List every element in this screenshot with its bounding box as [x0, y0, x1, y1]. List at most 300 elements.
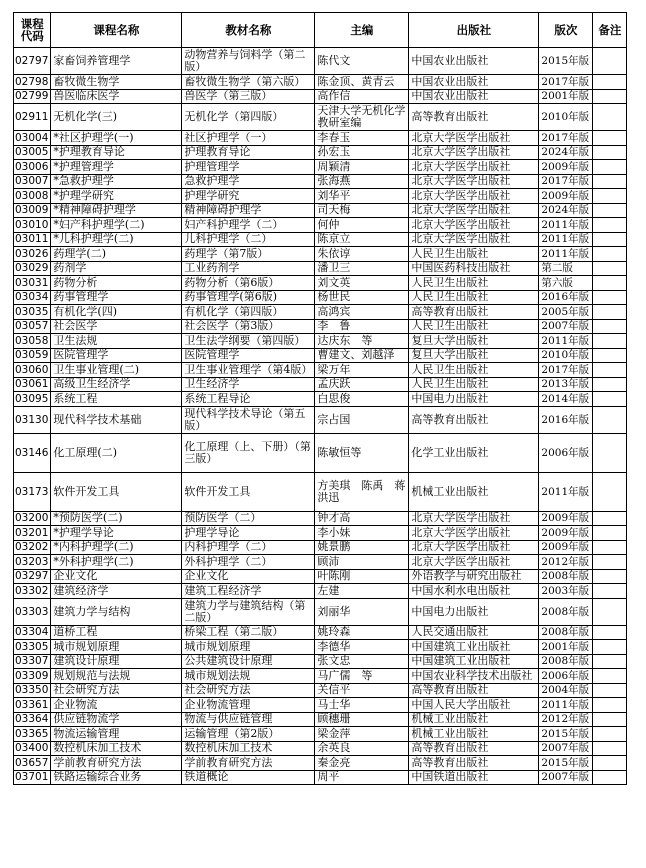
- cell-notes: [593, 540, 627, 555]
- cell-textbook: 药理学（第7版）: [182, 247, 315, 262]
- table-row: [14, 770, 627, 785]
- cell-publisher: 外语教学与研究出版社: [409, 569, 539, 584]
- cell-edition: 2009年版: [539, 189, 593, 204]
- cell-code: 03657: [14, 756, 51, 771]
- cell-editor: 天津大学无机化学教研室编: [315, 104, 409, 131]
- table-row: [14, 363, 627, 378]
- cell-course: 软件开发工具: [51, 472, 182, 511]
- cell-publisher: 北京大学医学出版社: [409, 174, 539, 189]
- cell-textbook: 预防医学（二）: [182, 511, 315, 526]
- cell-publisher: 人民卫生出版社: [409, 319, 539, 334]
- cell-editor: 梁万年: [315, 363, 409, 378]
- table-row: [14, 89, 627, 104]
- cell-code: 03060: [14, 363, 51, 378]
- cell-code: 03202: [14, 540, 51, 555]
- cell-notes: [593, 406, 627, 433]
- cell-notes: [593, 89, 627, 104]
- cell-textbook: 企业文化: [182, 569, 315, 584]
- cell-edition: 2012年版: [539, 555, 593, 570]
- cell-textbook: 精神障碍护理学: [182, 203, 315, 218]
- cell-code: 03364: [14, 712, 51, 727]
- cell-notes: [593, 261, 627, 276]
- table-row: [14, 640, 627, 655]
- header-edition: 版次: [539, 13, 593, 48]
- cell-course: 数控机床加工技术: [51, 741, 182, 756]
- cell-code: 03007: [14, 174, 51, 189]
- table-row: [14, 348, 627, 363]
- cell-publisher: 中国建筑工业出版社: [409, 640, 539, 655]
- cell-edition: 2015年版: [539, 756, 593, 771]
- cell-publisher: 机械工业出版社: [409, 727, 539, 742]
- cell-publisher: 中国电力出版社: [409, 598, 539, 625]
- cell-textbook: 畜牧微生物学（第六版）: [182, 75, 315, 90]
- cell-editor: 马广儒 等: [315, 669, 409, 684]
- cell-edition: 2009年版: [539, 511, 593, 526]
- cell-textbook: 药物分析（第6版）: [182, 276, 315, 291]
- cell-notes: [593, 625, 627, 640]
- cell-edition: 2010年版: [539, 104, 593, 131]
- cell-textbook: 工业药剂学: [182, 261, 315, 276]
- cell-course: *急救护理学: [51, 174, 182, 189]
- cell-edition: 2009年版: [539, 526, 593, 541]
- cell-code: 03095: [14, 392, 51, 407]
- cell-publisher: 中国医药科技出版社: [409, 261, 539, 276]
- cell-publisher: 复旦大学出版社: [409, 348, 539, 363]
- cell-course: *外科护理学(二): [51, 555, 182, 570]
- cell-code: 03057: [14, 319, 51, 334]
- table-row: [14, 189, 627, 204]
- cell-code: 03400: [14, 741, 51, 756]
- table-row: [14, 555, 627, 570]
- cell-textbook: 护理教育导论: [182, 145, 315, 160]
- cell-course: 铁路运输综合业务: [51, 770, 182, 785]
- cell-textbook: 儿科护理学（二）: [182, 232, 315, 247]
- cell-course: 学前教育研究方法: [51, 756, 182, 771]
- cell-course: 畜牧微生物学: [51, 75, 182, 90]
- cell-edition: 2008年版: [539, 625, 593, 640]
- cell-editor: 叶陈刚: [315, 569, 409, 584]
- cell-textbook: 城市规划原理: [182, 640, 315, 655]
- cell-editor: 何仲: [315, 218, 409, 233]
- cell-code: 03026: [14, 247, 51, 262]
- cell-code: 02911: [14, 104, 51, 131]
- header-publisher: 出版社: [409, 13, 539, 48]
- cell-course: 无机化学(三): [51, 104, 182, 131]
- cell-code: 03058: [14, 334, 51, 349]
- cell-edition: 2024年版: [539, 145, 593, 160]
- cell-edition: 2010年版: [539, 348, 593, 363]
- cell-publisher: 高等教育出版社: [409, 104, 539, 131]
- cell-code: 03029: [14, 261, 51, 276]
- cell-editor: 马士华: [315, 698, 409, 713]
- cell-editor: 刘文英: [315, 276, 409, 291]
- cell-edition: 2008年版: [539, 598, 593, 625]
- cell-course: *社区护理学(一): [51, 131, 182, 146]
- header-course: 课程名称: [51, 13, 182, 48]
- cell-edition: 2011年版: [539, 698, 593, 713]
- cell-code: 02798: [14, 75, 51, 90]
- cell-editor: 梁金萍: [315, 727, 409, 742]
- cell-edition: 2016年版: [539, 290, 593, 305]
- textbook-table: [13, 12, 627, 785]
- cell-edition: 2015年版: [539, 48, 593, 75]
- cell-course: *精神障碍护理学: [51, 203, 182, 218]
- cell-course: 高级卫生经济学: [51, 377, 182, 392]
- cell-editor: 余英良: [315, 741, 409, 756]
- cell-publisher: 人民卫生出版社: [409, 377, 539, 392]
- header-editor: 主编: [315, 13, 409, 48]
- cell-editor: 潘卫三: [315, 261, 409, 276]
- cell-editor: 陈敏恒等: [315, 433, 409, 472]
- cell-notes: [593, 290, 627, 305]
- cell-code: 03304: [14, 625, 51, 640]
- table-row: [14, 203, 627, 218]
- cell-course: *护理教育导论: [51, 145, 182, 160]
- cell-textbook: 社会研究方法: [182, 683, 315, 698]
- table-row: [14, 511, 627, 526]
- cell-publisher: 北京大学医学出版社: [409, 189, 539, 204]
- cell-editor: 姚玲森: [315, 625, 409, 640]
- cell-publisher: 高等教育出版社: [409, 683, 539, 698]
- cell-course: *护理学研究: [51, 189, 182, 204]
- cell-editor: 李 鲁: [315, 319, 409, 334]
- cell-editor: 顾穗珊: [315, 712, 409, 727]
- cell-textbook: 护理学导论: [182, 526, 315, 541]
- cell-edition: 2012年版: [539, 712, 593, 727]
- cell-textbook: 现代科学技术导论（第五版）: [182, 406, 315, 433]
- cell-textbook: 无机化学（第四版）: [182, 104, 315, 131]
- cell-course: 卫生法规: [51, 334, 182, 349]
- table-row: [14, 48, 627, 75]
- cell-edition: 2015年版: [539, 727, 593, 742]
- table-row: [14, 654, 627, 669]
- cell-course: 家畜饲养管理学: [51, 48, 182, 75]
- cell-publisher: 北京大学医学出版社: [409, 526, 539, 541]
- cell-textbook: 铁道概论: [182, 770, 315, 785]
- cell-edition: 2001年版: [539, 640, 593, 655]
- cell-course: 企业物流: [51, 698, 182, 713]
- cell-notes: [593, 377, 627, 392]
- cell-publisher: 高等教育出版社: [409, 756, 539, 771]
- cell-publisher: 化学工业出版社: [409, 433, 539, 472]
- table-row: [14, 584, 627, 599]
- table-row: [14, 75, 627, 90]
- header-row: [14, 13, 627, 48]
- cell-notes: [593, 189, 627, 204]
- cell-publisher: 机械工业出版社: [409, 712, 539, 727]
- cell-code: 03034: [14, 290, 51, 305]
- cell-code: 03031: [14, 276, 51, 291]
- cell-edition: 2014年版: [539, 392, 593, 407]
- cell-publisher: 中国水利水电出版社: [409, 584, 539, 599]
- header-textbook: 教材名称: [182, 13, 315, 48]
- cell-notes: [593, 75, 627, 90]
- cell-course: 卫生事业管理(二): [51, 363, 182, 378]
- cell-editor: 关信平: [315, 683, 409, 698]
- cell-code: 02799: [14, 89, 51, 104]
- cell-notes: [593, 392, 627, 407]
- cell-notes: [593, 232, 627, 247]
- cell-textbook: 有机化学（第四版）: [182, 305, 315, 320]
- cell-textbook: 社会医学（第3版）: [182, 319, 315, 334]
- cell-notes: [593, 598, 627, 625]
- cell-edition: 2003年版: [539, 584, 593, 599]
- cell-edition: 2009年版: [539, 540, 593, 555]
- table-row: [14, 104, 627, 131]
- cell-notes: [593, 305, 627, 320]
- cell-code: 03146: [14, 433, 51, 472]
- cell-textbook: 建筑力学与建筑结构（第二版）: [182, 598, 315, 625]
- cell-code: 03011: [14, 232, 51, 247]
- cell-textbook: 急救护理学: [182, 174, 315, 189]
- cell-edition: 2006年版: [539, 669, 593, 684]
- cell-edition: 2024年版: [539, 203, 593, 218]
- table-row: [14, 433, 627, 472]
- cell-code: 03361: [14, 698, 51, 713]
- cell-publisher: 北京大学医学出版社: [409, 160, 539, 175]
- table-row: [14, 472, 627, 511]
- cell-publisher: 高等教育出版社: [409, 741, 539, 756]
- cell-edition: 2017年版: [539, 75, 593, 90]
- cell-course: 药事管理学: [51, 290, 182, 305]
- cell-editor: 陈金顶、黄青云: [315, 75, 409, 90]
- cell-publisher: 中国建筑工业出版社: [409, 654, 539, 669]
- cell-editor: 张文忠: [315, 654, 409, 669]
- table-row: [14, 756, 627, 771]
- table-row: [14, 334, 627, 349]
- cell-edition: 2007年版: [539, 741, 593, 756]
- cell-code: 03203: [14, 555, 51, 570]
- cell-edition: 2008年版: [539, 654, 593, 669]
- table-row: [14, 160, 627, 175]
- cell-editor: 周平: [315, 770, 409, 785]
- cell-editor: 曹建文、刘越泽: [315, 348, 409, 363]
- table-row: [14, 232, 627, 247]
- cell-textbook: 卫生法学纲要（第四版）: [182, 334, 315, 349]
- table-row: [14, 406, 627, 433]
- cell-publisher: 北京大学医学出版社: [409, 145, 539, 160]
- cell-course: 城市规划原理: [51, 640, 182, 655]
- cell-course: *内科护理学(二): [51, 540, 182, 555]
- cell-edition: 第六版: [539, 276, 593, 291]
- cell-textbook: 公共建筑设计原理: [182, 654, 315, 669]
- cell-textbook: 数控机床加工技术: [182, 741, 315, 756]
- cell-publisher: 北京大学医学出版社: [409, 555, 539, 570]
- cell-textbook: 卫生经济学: [182, 377, 315, 392]
- table-row: [14, 698, 627, 713]
- cell-publisher: 北京大学医学出版社: [409, 203, 539, 218]
- cell-notes: [593, 669, 627, 684]
- cell-notes: [593, 511, 627, 526]
- cell-course: 药理学(二): [51, 247, 182, 262]
- cell-code: 03009: [14, 203, 51, 218]
- cell-course: 道桥工程: [51, 625, 182, 640]
- cell-edition: 2009年版: [539, 160, 593, 175]
- cell-notes: [593, 363, 627, 378]
- cell-code: 03130: [14, 406, 51, 433]
- cell-course: 社会研究方法: [51, 683, 182, 698]
- cell-code: 03173: [14, 472, 51, 511]
- cell-textbook: 药事管理学(第6版): [182, 290, 315, 305]
- cell-notes: [593, 683, 627, 698]
- cell-code: 03302: [14, 584, 51, 599]
- cell-textbook: 妇产科护理学（二）: [182, 218, 315, 233]
- cell-notes: [593, 727, 627, 742]
- cell-course: 药剂学: [51, 261, 182, 276]
- cell-publisher: 中国农业科学技术出版社: [409, 669, 539, 684]
- cell-editor: 司天梅: [315, 203, 409, 218]
- cell-edition: 2001年版: [539, 89, 593, 104]
- cell-code: 03305: [14, 640, 51, 655]
- cell-textbook: 系统工程导论: [182, 392, 315, 407]
- cell-notes: [593, 348, 627, 363]
- cell-edition: 2007年版: [539, 770, 593, 785]
- cell-course: 化工原理(二): [51, 433, 182, 472]
- cell-publisher: 人民交通出版社: [409, 625, 539, 640]
- cell-edition: 2007年版: [539, 319, 593, 334]
- cell-textbook: 运输管理（第2版）: [182, 727, 315, 742]
- cell-editor: 顾沛: [315, 555, 409, 570]
- cell-publisher: 人民卫生出版社: [409, 276, 539, 291]
- cell-code: 02797: [14, 48, 51, 75]
- cell-publisher: 中国铁道出版社: [409, 770, 539, 785]
- cell-course: *护理管理学: [51, 160, 182, 175]
- cell-publisher: 中国农业出版社: [409, 48, 539, 75]
- table-row: [14, 625, 627, 640]
- cell-textbook: 动物营养与饲料学（第二版）: [182, 48, 315, 75]
- cell-editor: 秦金亮: [315, 756, 409, 771]
- cell-notes: [593, 526, 627, 541]
- cell-edition: 2006年版: [539, 433, 593, 472]
- cell-notes: [593, 654, 627, 669]
- cell-textbook: 护理管理学: [182, 160, 315, 175]
- cell-publisher: 中国人民大学出版社: [409, 698, 539, 713]
- cell-notes: [593, 472, 627, 511]
- table-row: [14, 712, 627, 727]
- cell-code: 03307: [14, 654, 51, 669]
- table-row: [14, 174, 627, 189]
- cell-textbook: 化工原理（上、下册）（第三版）: [182, 433, 315, 472]
- cell-textbook: 外科护理学（二）: [182, 555, 315, 570]
- cell-editor: 左建: [315, 584, 409, 599]
- table-row: [14, 598, 627, 625]
- cell-code: 03035: [14, 305, 51, 320]
- table-row: [14, 145, 627, 160]
- cell-code: 03005: [14, 145, 51, 160]
- cell-course: *护理学导论: [51, 526, 182, 541]
- cell-edition: 2011年版: [539, 218, 593, 233]
- table-row: [14, 392, 627, 407]
- cell-editor: 高鸿宾: [315, 305, 409, 320]
- cell-edition: 2011年版: [539, 334, 593, 349]
- cell-code: 03365: [14, 727, 51, 742]
- table-row: [14, 305, 627, 320]
- cell-edition: 第二版: [539, 261, 593, 276]
- cell-editor: 刘丽华: [315, 598, 409, 625]
- table-row: [14, 261, 627, 276]
- cell-edition: 2011年版: [539, 247, 593, 262]
- cell-publisher: 北京大学医学出版社: [409, 218, 539, 233]
- cell-course: 建筑经济学: [51, 584, 182, 599]
- cell-code: 03200: [14, 511, 51, 526]
- cell-code: 03303: [14, 598, 51, 625]
- cell-textbook: 城市规划法规: [182, 669, 315, 684]
- cell-edition: 2017年版: [539, 363, 593, 378]
- cell-textbook: 社区护理学（一）: [182, 131, 315, 146]
- cell-notes: [593, 698, 627, 713]
- cell-editor: 李德华: [315, 640, 409, 655]
- table-row: [14, 540, 627, 555]
- cell-course: 企业文化: [51, 569, 182, 584]
- cell-editor: 刘华平: [315, 189, 409, 204]
- cell-notes: [593, 131, 627, 146]
- cell-notes: [593, 160, 627, 175]
- cell-code: 03297: [14, 569, 51, 584]
- cell-notes: [593, 48, 627, 75]
- cell-course: 建筑力学与结构: [51, 598, 182, 625]
- cell-publisher: 北京大学医学出版社: [409, 131, 539, 146]
- table-row: [14, 683, 627, 698]
- cell-editor: 朱依谆: [315, 247, 409, 262]
- cell-editor: 白思俊: [315, 392, 409, 407]
- cell-edition: 2011年版: [539, 472, 593, 511]
- cell-notes: [593, 555, 627, 570]
- cell-course: *儿科护理学(二): [51, 232, 182, 247]
- cell-notes: [593, 741, 627, 756]
- cell-notes: [593, 756, 627, 771]
- cell-publisher: 人民卫生出版社: [409, 290, 539, 305]
- cell-course: *预防医学(二): [51, 511, 182, 526]
- cell-editor: 陈代文: [315, 48, 409, 75]
- cell-textbook: 物流与供应链管理: [182, 712, 315, 727]
- table-row: [14, 319, 627, 334]
- cell-textbook: 护理学研究: [182, 189, 315, 204]
- cell-code: 03350: [14, 683, 51, 698]
- cell-publisher: 中国农业出版社: [409, 89, 539, 104]
- header-code: 课程代码: [14, 13, 51, 48]
- cell-publisher: 中国农业出版社: [409, 75, 539, 90]
- cell-textbook: 医院管理学: [182, 348, 315, 363]
- cell-edition: 2011年版: [539, 232, 593, 247]
- cell-editor: 杨世民: [315, 290, 409, 305]
- cell-editor: 李春玉: [315, 131, 409, 146]
- cell-code: 03061: [14, 377, 51, 392]
- header-notes: 备注: [593, 13, 627, 48]
- cell-textbook: 企业物流管理: [182, 698, 315, 713]
- cell-code: 03006: [14, 160, 51, 175]
- cell-course: 医院管理学: [51, 348, 182, 363]
- cell-publisher: 人民卫生出版社: [409, 363, 539, 378]
- cell-edition: 2017年版: [539, 174, 593, 189]
- cell-textbook: 软件开发工具: [182, 472, 315, 511]
- cell-editor: 钟才高: [315, 511, 409, 526]
- cell-publisher: 北京大学医学出版社: [409, 511, 539, 526]
- cell-notes: [593, 640, 627, 655]
- cell-textbook: 桥梁工程（第二版）: [182, 625, 315, 640]
- cell-edition: 2016年版: [539, 406, 593, 433]
- cell-course: 系统工程: [51, 392, 182, 407]
- cell-editor: 李小妹: [315, 526, 409, 541]
- cell-publisher: 高等教育出版社: [409, 406, 539, 433]
- cell-textbook: 建筑工程经济学: [182, 584, 315, 599]
- cell-editor: 孙宏玉: [315, 145, 409, 160]
- cell-code: 03701: [14, 770, 51, 785]
- cell-notes: [593, 319, 627, 334]
- cell-code: 03004: [14, 131, 51, 146]
- table-row: [14, 377, 627, 392]
- table-row: [14, 218, 627, 233]
- cell-course: 供应链物流学: [51, 712, 182, 727]
